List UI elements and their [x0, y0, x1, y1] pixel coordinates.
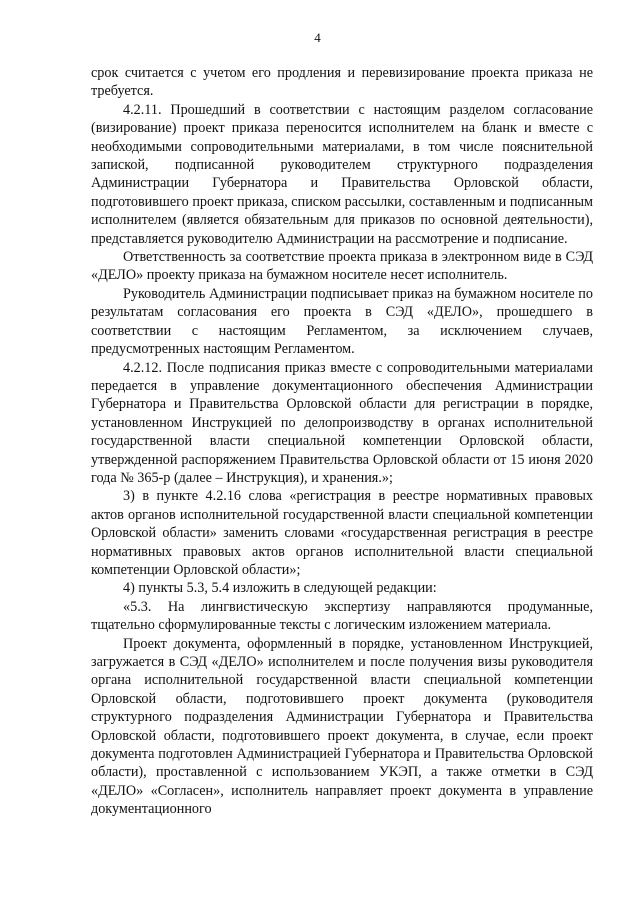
- paragraph-head-signs: Руководитель Администрации подписывает приказ на бумажном носителе по результатам согласования его проекта в СЭД «ДЕЛО», прошедшего в соответствии с настоящим Регламентом, за исключением случаев, предусмотренных настоящим Регламентом.: [91, 285, 593, 358]
- page-number: 4: [314, 30, 321, 45]
- paragraph-draft-document: Проект документа, оформленный в порядке, установленном Инструкцией, загружается в СЭД «ДЕЛО» исполнителем и после получения визы руководителя органа исполнительной государственной власти специальной компетенции Орловской области, подготовившего проект документа (руководителя структурного подразделения Администрации Губернатора и Правительства Орловской области, подготовившего проект документа, в случае, если проект документа подготовлен Администрацией Губернатора и Правительства Орловской области), проставленной с использованием УКЭП, а также отметки в СЭД «ДЕЛО» «Согласен», исполнитель направляет проект документа в управление документационного: [91, 635, 593, 818]
- paragraph-continuation: срок считается с учетом его продления и перевизирование проекта приказа не требуется.: [91, 65, 593, 100]
- paragraph-item-4: 4) пункты 5.3, 5.4 изложить в следующей редакции:: [123, 580, 437, 597]
- paragraph-5-3: «5.3. На лингвистическую экспертизу направляются продуманные, тщательно сформулированные тексты с логическим изложением материала.: [91, 598, 593, 634]
- paragraph-responsibility: Ответственность за соответствие проекта приказа в электронном виде в СЭД «ДЕЛО» проекту приказа на бумажном носителе несет исполнитель.: [91, 249, 593, 284]
- paragraph-4-2-11: 4.2.11. Прошедший в соответствии с настоящим разделом согласование (визирование) проект приказа переносится исполнителем на бланк и вместе с необходимыми сопроводительными материалами, в том числе пояснительной запиской, подписанной руководителем структурного подразделения Администрации Губернатора и Правительства Орловской области, подготовившего проект приказа, списком рассылки, составленным и подписанным исполнителем (является обязательным для приказов по основной деятельности), представляется руководителю Администрации на рассмотрение и подписание.: [91, 101, 593, 247]
- paragraph-4-2-12: 4.2.12. После подписания приказ вместе с сопроводительными материалами передается в управление документационного обеспечения Администрации Губернатора и Правительства Орловской области для регистрации в порядке, установленном Инструкцией по делопроизводству в органах исполнительной государственной власти специальной компетенции Орловской области, утвержденной распоряжением Правительства Орловской области от 15 июня 2020 года № 365-р (далее – Инструкция), и хранения.»;: [91, 359, 593, 486]
- document-body: [91, 64, 593, 819]
- paragraph-item-3: 3) в пункте 4.2.16 слова «регистрация в реестре нормативных правовых актов органов исполнительной государственной власти специальной компетенции Орловской области» заменить словами «государственная регистрация в реестре нормативных правовых актов органов исполнительной власти специальной компетенции Орловской области»;: [91, 488, 593, 578]
